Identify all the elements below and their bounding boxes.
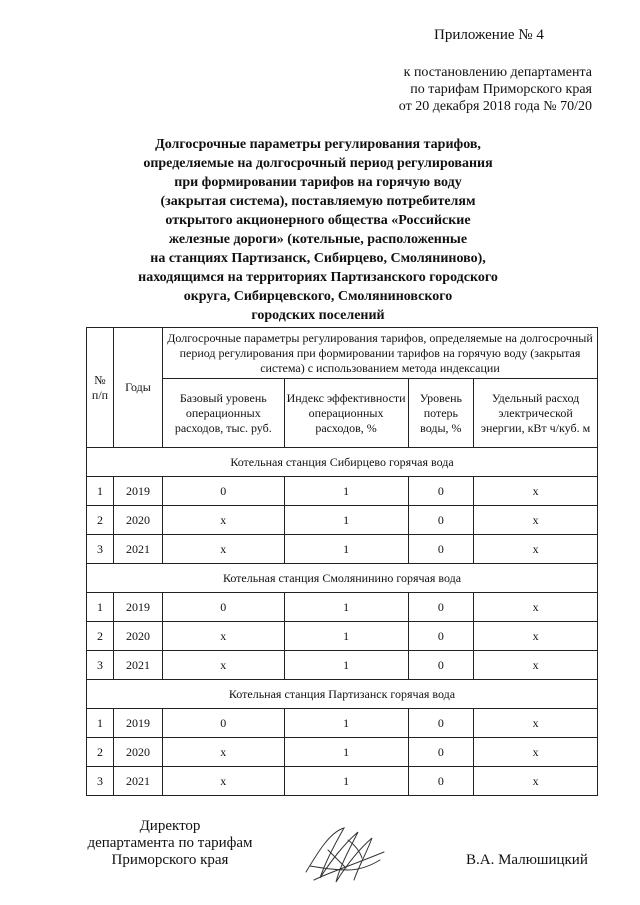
column-header-year: Годы	[114, 328, 163, 448]
cell: 2021	[114, 535, 163, 564]
cell: 0	[408, 738, 474, 767]
cell: 1	[87, 709, 114, 738]
table-row	[87, 477, 598, 506]
cell: 1	[284, 767, 408, 796]
signatory-position	[70, 818, 270, 869]
signatory-name: В.А. Малюшицкий	[466, 852, 588, 868]
table-row	[87, 506, 598, 535]
section-title: Котельная станция Партизанск горячая вода	[87, 680, 598, 709]
column-header-base-opex: Базовый уровень операционных расходов, тыс. руб.	[163, 379, 285, 448]
cell: 2020	[114, 622, 163, 651]
appendix-number: Приложение № 4	[434, 27, 544, 43]
cell: х	[474, 535, 598, 564]
column-header-number: № п/п	[87, 328, 114, 448]
cell: 2019	[114, 477, 163, 506]
ref-line: к постановлению департамента	[403, 65, 592, 80]
cell: х	[474, 651, 598, 680]
cell: х	[474, 593, 598, 622]
cell: 0	[408, 593, 474, 622]
cell: 2020	[114, 506, 163, 535]
cell: 0	[408, 767, 474, 796]
cell: 0	[163, 593, 285, 622]
ref-line: по тарифам Приморского края	[410, 82, 592, 97]
cell: х	[163, 651, 285, 680]
cell: 0	[408, 622, 474, 651]
cell: 1	[284, 477, 408, 506]
cell: 1	[284, 651, 408, 680]
cell: 0	[163, 709, 285, 738]
document-title	[112, 135, 524, 325]
column-group-header: Долгосрочные параметры регулирования тарифов, определяемые на долгосрочный период регулирования при формировании тарифов на горячую воду (закрытая система) с использованием метода индексации	[163, 328, 598, 379]
table-row	[87, 709, 598, 738]
title-line: городских поселений	[251, 308, 385, 323]
table-row	[87, 593, 598, 622]
position-line: Директор	[139, 818, 201, 834]
cell: 0	[163, 477, 285, 506]
cell: х	[163, 738, 285, 767]
cell: х	[163, 767, 285, 796]
cell: х	[474, 767, 598, 796]
title-line: на станциях Партизанск, Сибирцево, Смоляниново),	[150, 251, 486, 266]
cell: 3	[87, 535, 114, 564]
table-row	[87, 651, 598, 680]
table-row	[87, 767, 598, 796]
cell: 2	[87, 622, 114, 651]
ref-line: от 20 декабря 2018 года № 70/20	[398, 99, 592, 114]
cell: х	[474, 709, 598, 738]
section-title: Котельная станция Смолянинино горячая вода	[87, 564, 598, 593]
cell: 3	[87, 651, 114, 680]
title-line: находящимся на территориях Партизанского городского	[138, 270, 498, 285]
cell: 3	[87, 767, 114, 796]
cell: 1	[284, 622, 408, 651]
title-line: открытого акционерного общества «Российские	[165, 213, 471, 228]
cell: 0	[408, 477, 474, 506]
cell: 0	[408, 535, 474, 564]
cell: 2	[87, 506, 114, 535]
cell: х	[474, 738, 598, 767]
table-row	[87, 535, 598, 564]
column-header-energy-consumption: Удельный расход электрической энергии, кВт ч/куб. м	[474, 379, 598, 448]
title-line: (закрытая система), поставляемую потребителям	[160, 194, 476, 209]
title-line: округа, Сибирцевского, Смоляниновского	[183, 289, 453, 304]
cell: 2021	[114, 767, 163, 796]
cell: 2	[87, 738, 114, 767]
title-line: Долгосрочные параметры регулирования тарифов,	[155, 137, 481, 152]
cell: 1	[284, 506, 408, 535]
cell: 0	[408, 651, 474, 680]
cell: х	[163, 622, 285, 651]
position-line: департамента по тарифам	[87, 835, 253, 851]
cell: х	[474, 622, 598, 651]
cell: 1	[87, 593, 114, 622]
cell: 0	[408, 506, 474, 535]
cell: 1	[284, 593, 408, 622]
table-row	[87, 738, 598, 767]
resolution-reference	[399, 64, 592, 115]
title-line: при формировании тарифов на горячую воду	[174, 175, 462, 190]
cell: 1	[284, 535, 408, 564]
cell: х	[163, 535, 285, 564]
cell: 1	[87, 477, 114, 506]
cell: 1	[284, 709, 408, 738]
column-header-water-loss: Уровень потерь воды, %	[408, 379, 474, 448]
position-line: Приморского края	[111, 852, 229, 868]
table-row	[87, 622, 598, 651]
cell: 2021	[114, 651, 163, 680]
cell: 1	[284, 738, 408, 767]
cell: 2020	[114, 738, 163, 767]
parameters-table	[86, 327, 598, 796]
cell: 0	[408, 709, 474, 738]
handwritten-signature	[300, 822, 390, 890]
cell: 2019	[114, 709, 163, 738]
cell: х	[474, 506, 598, 535]
section-title: Котельная станция Сибирцево горячая вода	[87, 448, 598, 477]
title-line: железные дороги» (котельные, расположенные	[168, 232, 468, 247]
cell: 2019	[114, 593, 163, 622]
cell: х	[474, 477, 598, 506]
cell: х	[163, 506, 285, 535]
title-line: определяемые на долгосрочный период регулирования	[143, 156, 493, 171]
column-header-efficiency-index: Индекс эффективности операционных расходов, %	[284, 379, 408, 448]
